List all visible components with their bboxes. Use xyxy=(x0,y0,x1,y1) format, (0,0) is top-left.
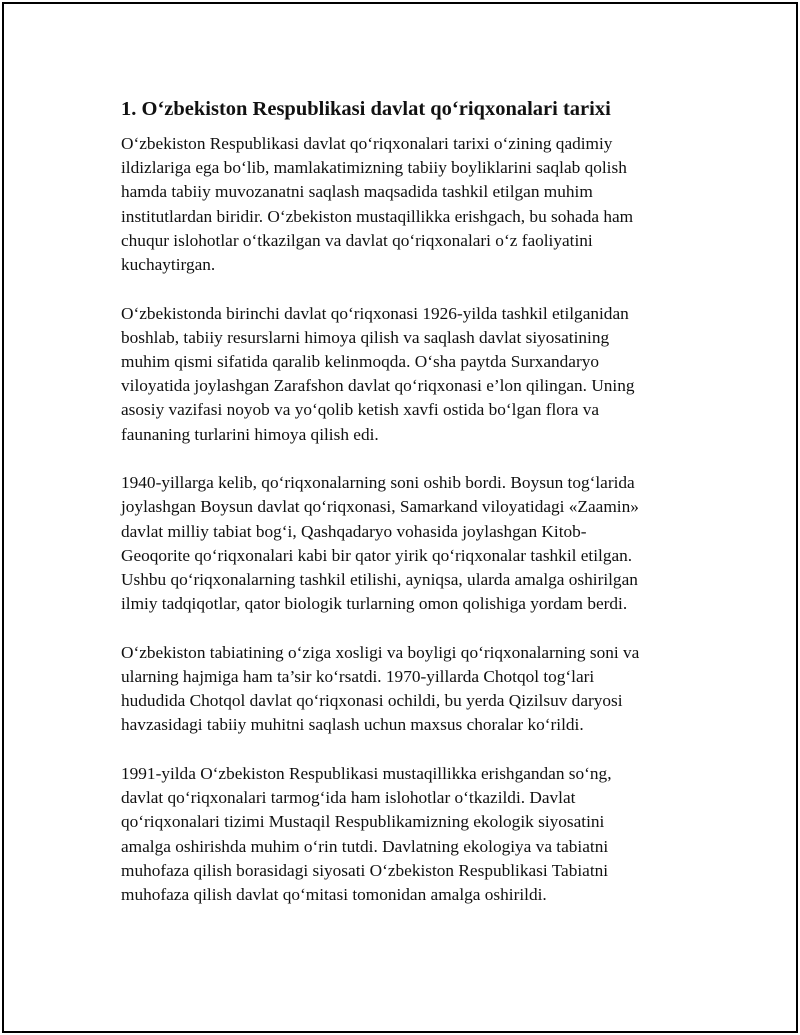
paragraph-line: joylashgan Boysun davlat qo‘riqxonasi, Samarkand viloyatidagi «Zaamin» xyxy=(121,497,639,517)
paragraph-line: 1940-yillarga kelib, qo‘riqxonalarning soni oshib bordi. Boysun tog‘larida xyxy=(121,473,635,493)
paragraph-line: ularning hajmiga ham ta’sir ko‘rsatdi. 1970-yillarda Chotqol tog‘lari xyxy=(121,667,595,687)
document-page xyxy=(2,2,798,1033)
paragraph-line: O‘zbekistonda birinchi davlat qo‘riqxonasi 1926-yilda tashkil etilganidan xyxy=(121,303,629,323)
paragraph-line: 1991-yilda O‘zbekiston Respublikasi mustaqillikka erishgandan so‘ng, xyxy=(121,764,612,784)
document-content xyxy=(121,97,681,932)
paragraph-4 xyxy=(121,641,681,738)
paragraph-5 xyxy=(121,762,681,907)
paragraph-line: muhim qismi sifatida qaralib kelinmoqda. O‘sha paytda Surxandaryo xyxy=(121,352,600,372)
paragraph-line: amalga oshirishda muhim o‘rin tutdi. Davlatning ekologiya va tabiatni xyxy=(121,836,609,856)
paragraph-line: davlat milliy tabiat bog‘i, Qashqadaryo vohasida joylashgan Kitob- xyxy=(121,521,587,541)
paragraph-line: faunaning turlarini himoya qilish edi. xyxy=(121,424,379,444)
paragraph-line: boshlab, tabiiy resurslarni himoya qilish va saqlash davlat siyosatining xyxy=(121,327,610,347)
paragraph-line: chuqur islohotlar o‘tkazilgan va davlat qo‘riqxonalari o‘z faoliyatini xyxy=(121,230,593,250)
paragraph-line: ilmiy tadqiqotlar, qator biologik turlarning omon qolishiga yordam berdi. xyxy=(121,594,628,614)
paragraph-line: asosiy vazifasi noyob va yo‘qolib ketish xavfi ostida bo‘lgan flora va xyxy=(121,400,600,420)
paragraph-list xyxy=(121,132,681,907)
paragraph-line: muhofaza qilish davlat qo‘mitasi tomonidan amalga oshirildi. xyxy=(121,885,547,905)
paragraph-3 xyxy=(121,471,681,616)
paragraph-line: davlat qo‘riqxonalari tarmog‘ida ham islohotlar o‘tkazildi. Davlat xyxy=(121,788,576,808)
paragraph-2 xyxy=(121,302,681,447)
paragraph-line: O‘zbekiston tabiatining o‘ziga xosligi va boyligi qo‘riqxonalarning soni va xyxy=(121,642,640,662)
paragraph-line: ildizlariga ega bo‘lib, mamlakatimizning tabiiy boyliklarini saqlab qolish xyxy=(121,158,627,178)
paragraph-line: havzasidagi tabiiy muhitni saqlash uchun maxsus choralar ko‘rildi. xyxy=(121,715,584,735)
paragraph-line: viloyatida joylashgan Zarafshon davlat qo‘riqxonasi e’lon qilingan. Uning xyxy=(121,376,635,396)
paragraph-line: institutlardan biridir. O‘zbekiston mustaqillikka erishgach, bu sohada ham xyxy=(121,206,634,226)
paragraph-line: kuchaytirgan. xyxy=(121,255,216,275)
paragraph-line: O‘zbekiston Respublikasi davlat qo‘riqxonalari tarixi o‘zining qadimiy xyxy=(121,134,613,153)
section-heading: 1. O‘zbekiston Respublikasi davlat qo‘riqxonalari tarixi xyxy=(121,98,611,120)
paragraph-line: hamda tabiiy muvozanatni saqlash maqsadida tashkil etilgan muhim xyxy=(121,182,593,202)
paragraph-line: Ushbu qo‘riqxonalarning tashkil etilishi, ayniqsa, ularda amalga oshirilgan xyxy=(121,570,638,590)
paragraph-1 xyxy=(121,132,681,277)
paragraph-line: muhofaza qilish borasidagi siyosati O‘zbekiston Respublikasi Tabiatni xyxy=(121,860,609,880)
paragraph-line: qo‘riqxonalari tizimi Mustaqil Respublikamizning ekologik siyosatini xyxy=(121,812,605,832)
paragraph-line: Geoqorite qo‘riqxonalari kabi bir qator yirik qo‘riqxonalar tashkil etilgan. xyxy=(121,545,633,565)
paragraph-line: hududida Chotqol davlat qo‘riqxonasi ochildi, bu yerda Qizilsuv daryosi xyxy=(121,691,623,711)
